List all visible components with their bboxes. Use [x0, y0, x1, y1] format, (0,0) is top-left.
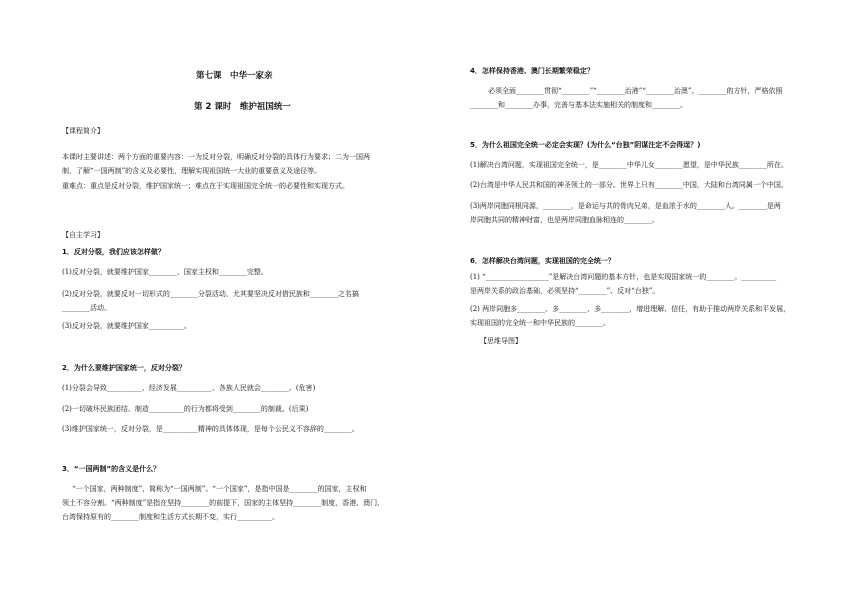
lesson-title: 第七课 中华一家亲	[196, 71, 273, 81]
q3-answer-3: 台湾保持原有的________制度和生活方式长期不变，实行__________。	[62, 513, 279, 521]
q1-answer-3: (3)反对分裂，就要维护国家__________。	[62, 322, 191, 330]
mind-map-header: 【思维导图】	[480, 337, 522, 345]
q6-answer-3: (2) 两岸同胞多________、多________、多________，增进理解、信任，有助于推动两岸关系和平发展，	[470, 305, 791, 313]
intro-line-1: 本课时主要讲述：两个方面的重要内容：一为反对分裂，明确反对分裂的具体行为要求；二为一国两	[62, 153, 370, 161]
q1-answer-1: (1)反对分裂，就要维护国家________、国家主权和________完整。	[62, 268, 268, 276]
lesson-subtitle: 第 2 课时 维护祖国统一	[194, 102, 291, 112]
key-points: 重难点：重点是反对分裂，维护国家统一；难点在于实现祖国完全统一的必要性和实现方式。	[62, 182, 349, 190]
q3-answer-2: 领土不容分割。“两种制度”是指在坚持________的前提下，国家的主体坚持________制度，香港、澳门、	[62, 499, 385, 507]
q1-answer-2a: (2)反对分裂，就要反对一切形式的________分裂活动，尤其要坚决反对借民族和________之名搞	[62, 290, 359, 298]
q2-answer-3: (3)维护国家统一，反对分裂，是__________精神的具体体现，是每个公民义不容辞的________。	[62, 425, 359, 433]
q5-answer-2: (2)台湾是中华人民共和国的神圣领土的一部分。世界上只有________中国，大陆和台湾同属一个中国。	[470, 181, 788, 189]
q6-answer-2: 是两岸关系的政治基础，必须坚持“________”、反对“台独”。	[470, 287, 660, 295]
self-study-header: 【自主学习】	[62, 231, 104, 239]
q2-answer-1: (1)分裂会导致__________、经济发展__________、各族人民就会________。(危害)	[62, 384, 316, 392]
question-4: 4．怎样保持香港、澳门长期繁荣稳定？	[470, 67, 594, 75]
q5-answer-3b: 岸同胞共同的精神财富，也是两岸同胞血脉相连的________。	[470, 216, 659, 224]
q5-answer-3a: (3)两岸同胞同根同源，________，是命运与共的骨肉兄弟，是血浓于水的________人。________是两	[470, 202, 781, 210]
q2-answer-2: (2)一切破坏民族团结、制造__________的行为都将受到________的制裁。(后果)	[62, 405, 309, 413]
q6-answer-4: 实现祖国的完全统一和中华民族的________。	[470, 319, 610, 327]
q4-answer-2: ________和________办事，完善与基本法实施相关的制度和________。	[470, 101, 687, 109]
q6-answer-1: (1) “__________________”是解决台湾问题的基本方针，也是实现国家统一的________。__________	[470, 273, 777, 281]
q3-answer-1: “一个国家，两种制度”，简称为“一国两制”。“一个国家”，是指中国是________的国家，主权和	[72, 485, 367, 493]
q5-answer-1: (1)解决台湾问题，实现祖国完全统一，是________中华儿女________愿望，是中华民族________所在。	[470, 161, 788, 169]
intro-header: 【课程简介】	[62, 127, 104, 135]
question-3: 3．“一国两制”的含义是什么？	[62, 465, 161, 473]
question-2: 2．为什么要维护国家统一，反对分裂？	[62, 364, 186, 372]
question-5: 5．为什么祖国完全统一必定会实现？(为什么“台独”阴谋注定不会得逞？)	[470, 141, 701, 149]
q1-answer-2b: ________活动。	[62, 304, 111, 312]
q4-answer-1: 必须全面________贯彻“________”“________治港”“________治澳”、________的方针，严格依照	[488, 87, 783, 95]
intro-line-2: 制，了解“一国两制”的含义及必要性，理解实现祖国统一大业的重要意义及途径等。	[62, 167, 322, 175]
question-1: 1．反对分裂，我们应该怎样做？	[62, 248, 165, 256]
question-6: 6．怎样解决台湾问题，实现祖国的完全统一？	[470, 257, 615, 265]
